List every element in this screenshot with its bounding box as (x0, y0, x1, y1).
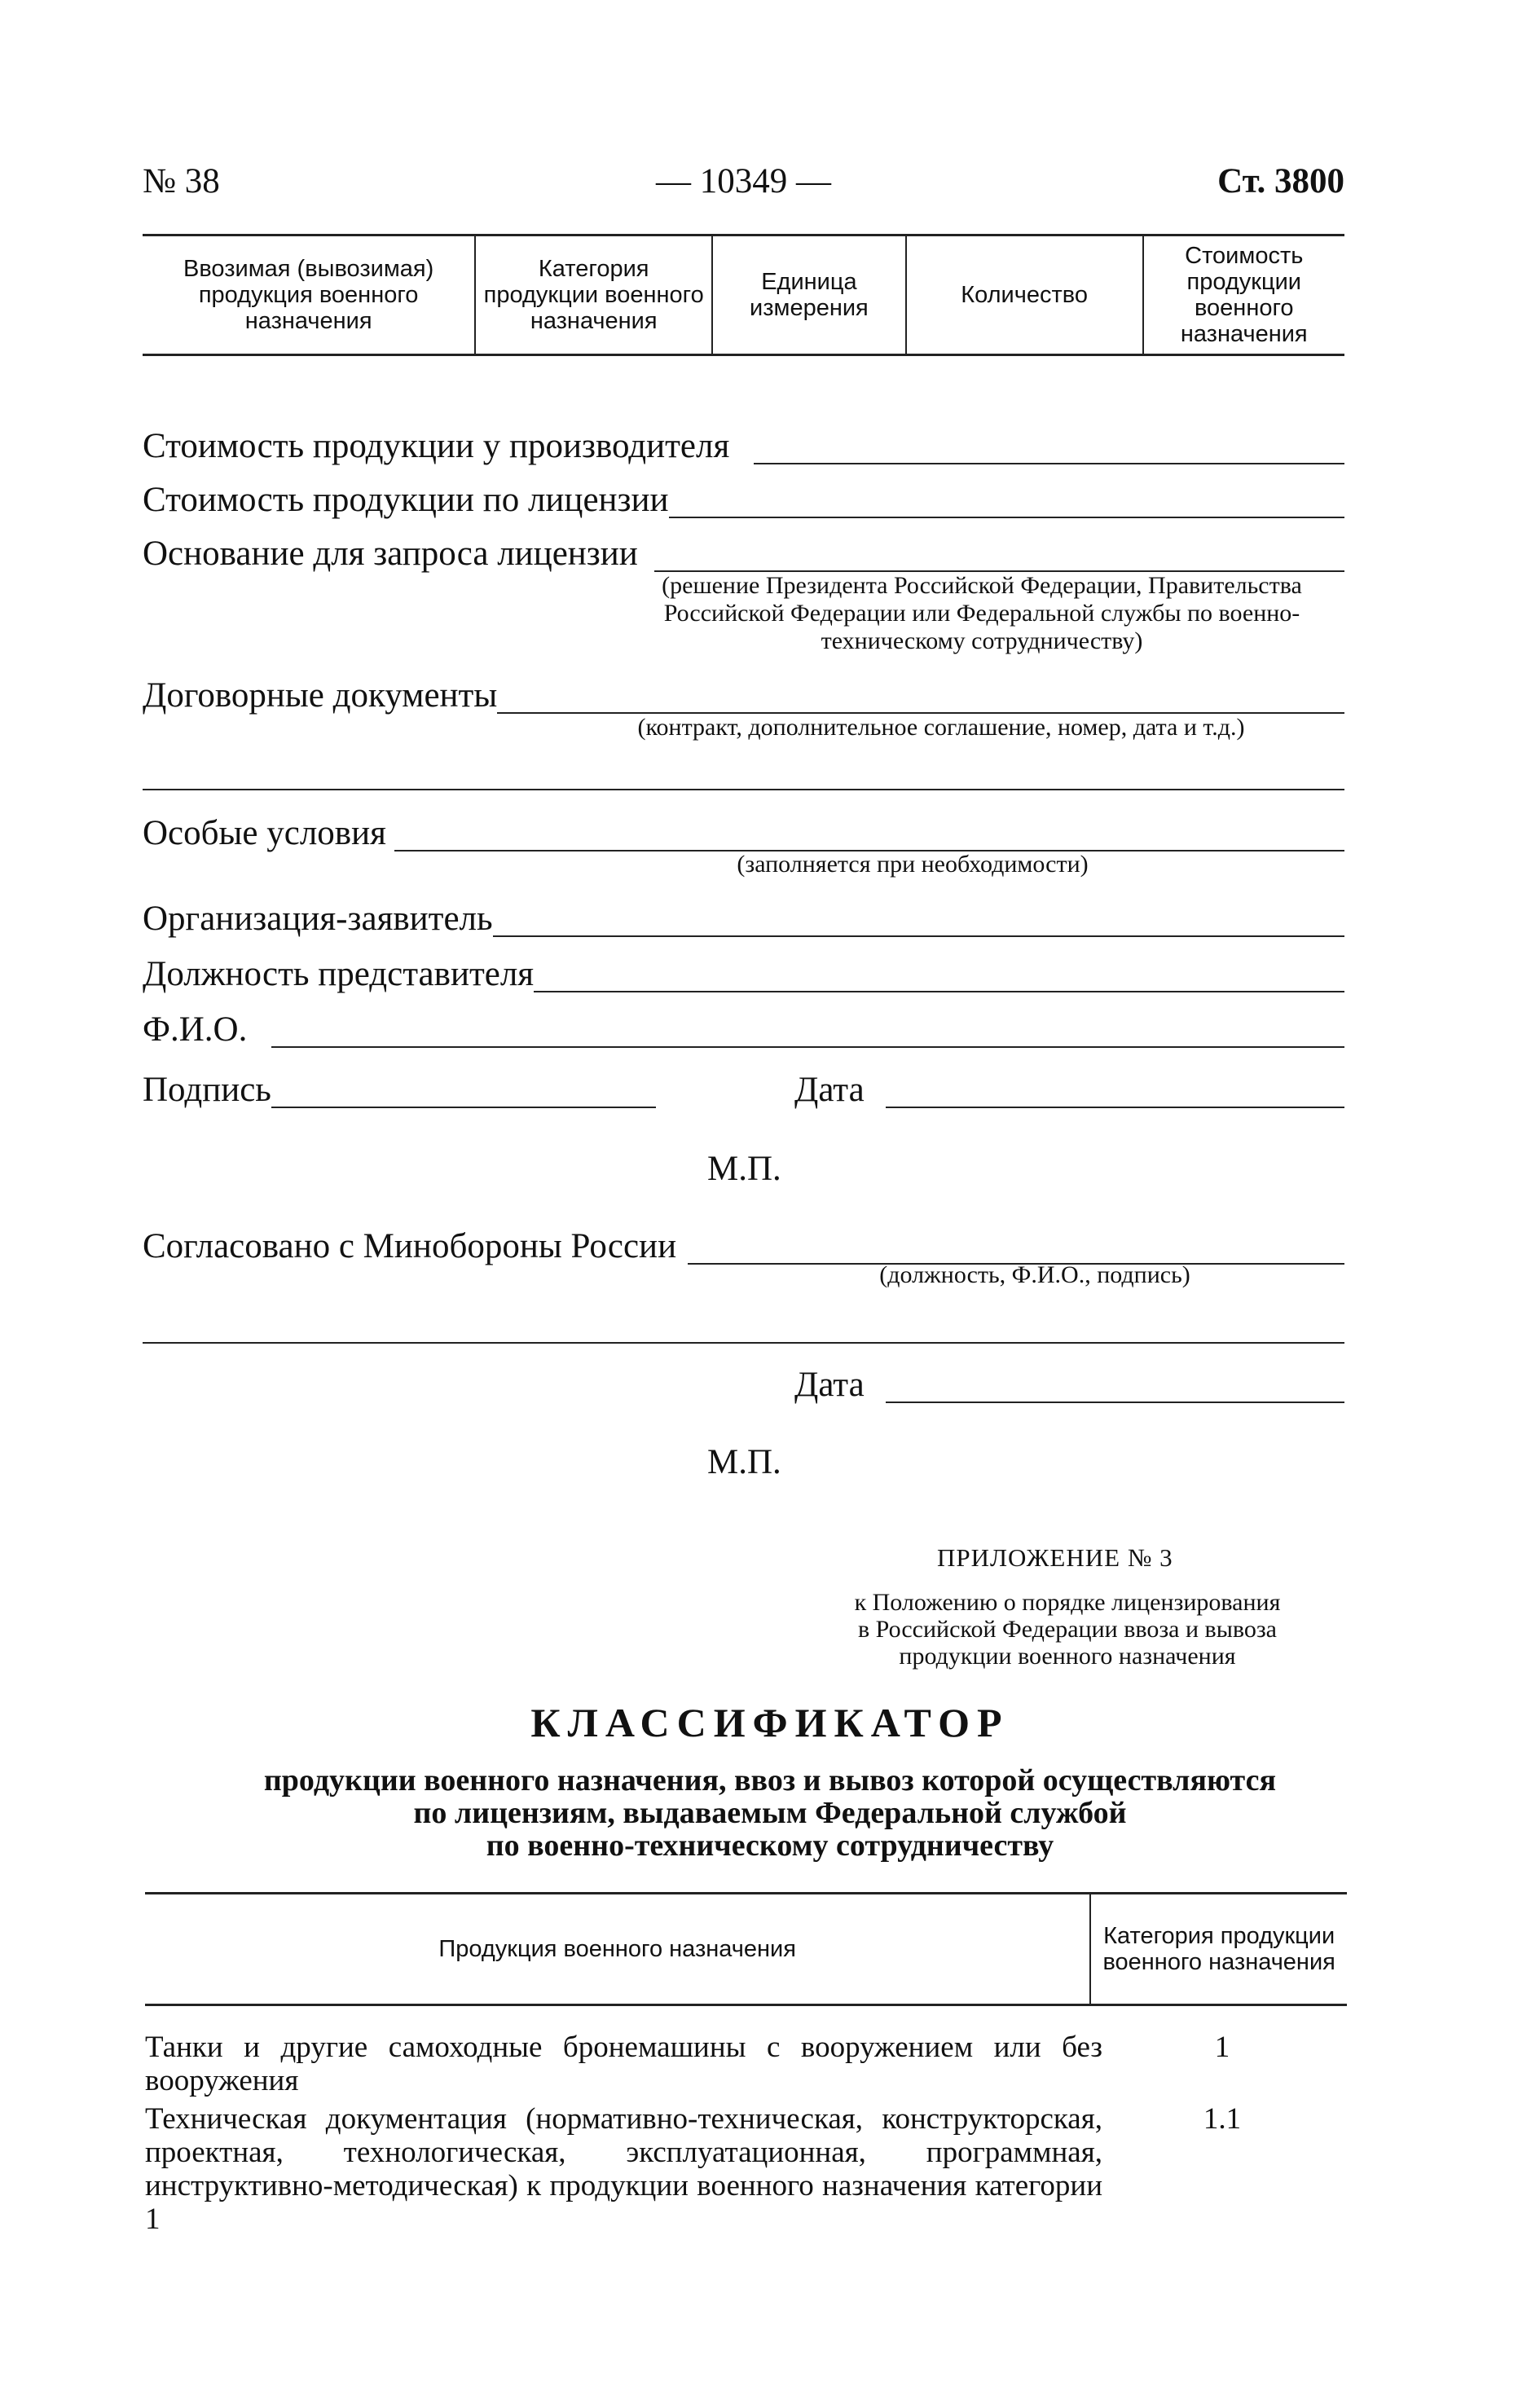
field-line[interactable] (493, 904, 1344, 937)
blank-line[interactable] (143, 1342, 1344, 1344)
field-date2[interactable] (794, 1362, 1344, 1403)
field-signature[interactable] (143, 1067, 656, 1108)
appendix-line: к Положению о порядке лицензирования (854, 1589, 1281, 1616)
field-cost-producer[interactable] (143, 424, 1344, 464)
table-row: Танки и другие самоходные бронемашины с вооружением или без вооружения (145, 2031, 1102, 2097)
field-label: Договорные документы (143, 676, 498, 715)
blank-line[interactable] (143, 789, 1344, 790)
page-number: — 10349 — (656, 162, 831, 200)
field-fio[interactable] (143, 1007, 1344, 1048)
field-date[interactable] (794, 1067, 1344, 1108)
basis-note: (решение Президента Российской Федерации, Правительства Российской Федерации или Федеральной службы по военно-техническому сотрудничеству) (662, 572, 1302, 654)
field-applicant[interactable] (143, 896, 1344, 937)
field-label: Стоимость продукции у производителя (143, 427, 730, 465)
field-label: Подпись (143, 1071, 271, 1109)
field-line[interactable] (754, 432, 1344, 464)
field-label: Согласовано с Минобороны России (143, 1227, 677, 1265)
field-cost-license[interactable] (143, 477, 1344, 518)
field-label: Стоимость продукции по лицензии (143, 481, 669, 519)
col-quantity: Количество (906, 235, 1143, 355)
classifier-title: КЛАССИФИКАТОР (530, 1700, 1010, 1745)
field-label: Дата (794, 1071, 865, 1109)
field-contracts[interactable] (143, 673, 1344, 714)
article-number: Ст. 3800 (1217, 162, 1344, 200)
row-code: 1.1 (1203, 2102, 1242, 2136)
field-line[interactable] (497, 681, 1344, 714)
field-label: Организация-заявитель (143, 900, 493, 938)
field-line[interactable] (669, 486, 1344, 518)
table-row: Техническая документация (нормативно-техническая, конструкторская, проектная, технологическая, эксплуатационная, программная, инструктивно-методическая) к продукции военного назначения категории 1 (145, 2102, 1102, 2236)
agreed-note: (должность, Ф.И.О., подпись) (879, 1261, 1190, 1288)
row-code: 1 (1214, 2031, 1230, 2064)
col-unit: Единица измерения (712, 235, 906, 355)
field-line[interactable] (654, 539, 1344, 572)
subtitle-line: по лицензиям, выдаваемым Федеральной службой (413, 1796, 1127, 1830)
col-cost: Стоимость продукции военного назначения (1143, 235, 1344, 355)
field-label: Дата (794, 1366, 865, 1404)
field-line[interactable] (886, 1076, 1344, 1108)
field-label: Основание для запроса лицензии (143, 535, 638, 573)
field-label: Ф.И.О. (143, 1010, 248, 1049)
special-note: (заполняется при необходимости) (737, 851, 1089, 878)
field-label: Особые условия (143, 814, 386, 852)
classifier-subtitle (204, 1764, 1336, 1862)
field-line[interactable] (886, 1371, 1344, 1403)
appendix-line: в Российской Федерации ввоза и вывоза (858, 1616, 1277, 1643)
col-category: Категория продукции военного назначения (475, 235, 712, 355)
col-product: Продукция военного назначения (438, 1936, 796, 1962)
field-label: Должность представителя (143, 955, 535, 993)
field-position[interactable] (143, 952, 1344, 992)
field-agreed[interactable] (143, 1224, 1344, 1265)
stamp-place: М.П. (707, 1443, 781, 1481)
subtitle-line: по военно-техническому сотрудничеству (486, 1828, 1054, 1863)
field-line[interactable] (534, 960, 1344, 992)
col-product: Ввозимая (вывозимая) продукция военного назначения (183, 256, 434, 334)
field-line[interactable] (271, 1015, 1344, 1048)
contracts-note: (контракт, дополнительное соглашение, номер, дата и т.д.) (637, 714, 1245, 741)
appendix-title: ПРИЛОЖЕНИЕ № 3 (937, 1543, 1173, 1572)
field-basis[interactable] (143, 531, 1344, 572)
issue-number: № 38 (143, 162, 220, 200)
field-line[interactable] (271, 1076, 656, 1108)
appendix-line: продукции военного назначения (899, 1643, 1236, 1670)
page-header (143, 161, 1344, 210)
field-line[interactable] (394, 819, 1344, 851)
subtitle-line: продукции военного назначения, ввоз и вывоз которой осуществляются (263, 1763, 1277, 1798)
col-category: Категория продукции военного назначения (1090, 1894, 1347, 2005)
field-line[interactable] (688, 1232, 1344, 1265)
field-special[interactable] (143, 811, 1344, 851)
appendix-ref (782, 1589, 1353, 1670)
stamp-place: М.П. (707, 1150, 781, 1188)
form-table (143, 234, 1344, 356)
classifier-table (145, 1892, 1347, 2006)
